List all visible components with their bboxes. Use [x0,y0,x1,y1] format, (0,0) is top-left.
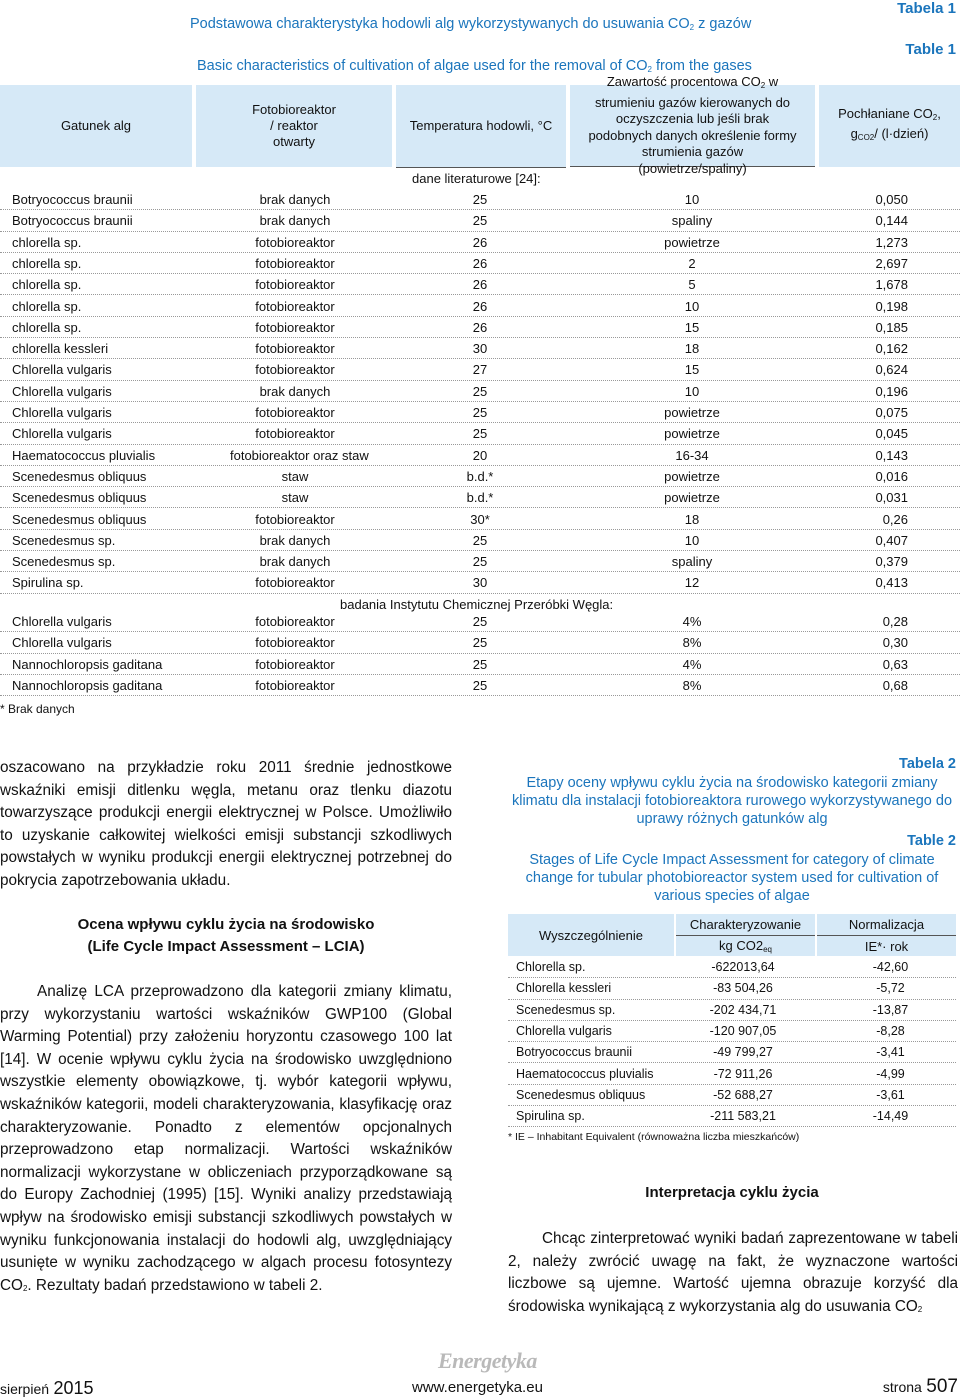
table-cell: Chlorella vulgaris [12,405,112,420]
table-cell: 25 [472,656,488,672]
table-cell: Chlorella vulgaris [516,1023,612,1038]
table-cell: 26 [472,319,488,335]
table-cell: chlorella sp. [12,319,82,335]
table-cell: powietrze [664,426,720,442]
table-cell: 15 [684,319,700,335]
table-cell: 0,26 [882,511,908,527]
table-cell: fotobioreaktor [255,234,335,250]
table-cell: fotobioreaktor [255,362,335,378]
table-cell: 25 [472,614,488,629]
table-cell: -120 907,05 [709,1023,777,1038]
table-cell: chlorella sp. [12,255,82,271]
table-cell: 0,407 [875,532,908,548]
table-cell: 0,162 [875,341,908,357]
table-cell: fotobioreaktor [255,298,335,314]
table-cell: fotobioreaktor [255,511,335,527]
table-row [0,572,960,593]
table-row [0,381,960,402]
table-row [508,1042,956,1063]
table-cell: fotobioreaktor [255,677,335,693]
table-cell: chlorella sp. [12,298,82,314]
table-row [0,487,960,508]
table2-header-norm: Normalizacja [817,914,956,936]
table-cell: Haematococcus pluvialis [12,447,156,463]
table-cell: 20 [472,447,488,463]
table-cell: b.d.* [466,490,494,506]
table-cell: 0,031 [875,490,908,506]
table-cell: 0,198 [875,298,908,314]
table-cell: brak danych [259,554,331,570]
table2-header-char-unit: kg $CO2_{eq}$ [676,936,815,956]
table-row [0,359,960,380]
table-row [0,402,960,423]
table-cell: 0,050 [875,192,908,207]
table-cell: -83 504,26 [713,981,773,996]
table-cell: Botryococcus braunii [516,1045,633,1060]
table-cell: 30 [472,341,488,357]
table-cell: Spirulina sp. [516,1109,585,1124]
table-cell: -3,61 [876,1087,905,1102]
table-row [508,1021,956,1042]
table-cell: 25 [472,405,488,420]
table-row [0,317,960,338]
table-cell: fotobioreaktor [255,635,335,651]
table-cell: spaliny [671,213,713,229]
table-cell: brak danych [259,383,331,399]
table-cell: 16-34 [675,447,709,463]
table-row [0,338,960,359]
table-row [0,611,960,632]
table-cell: fotobioreaktor [255,426,335,442]
table-cell: 8% [682,635,702,651]
table-cell: -3,41 [876,1045,905,1060]
table-cell: 25 [472,635,488,651]
table-cell: 25 [472,426,488,442]
table-cell: Scenedesmus obliquus [12,468,147,484]
table1-label-en: Table 1 [905,41,956,58]
table-cell: 0,045 [875,426,908,442]
table-cell: Scenedesmus sp. [12,532,116,548]
table-cell: 25 [472,532,488,548]
table-cell: 10 [684,383,700,399]
table-row [0,466,960,487]
table2-header-norm-unit: IE*· rok [817,936,956,956]
table-cell: 10 [684,298,700,314]
footer-date: sierpień 2015 [0,1378,94,1398]
table1-title-pl: Podstawowa charakterystyka hodowli alg wykorzystywanych do usuwania $CO_2$ z gazów [190,16,752,32]
table-cell: fotobioreaktor [255,277,335,293]
table1-header-reactor: Fotobioreaktor / reaktor otwarty [196,85,392,167]
table-cell: 1,273 [875,234,908,250]
table1-header-temperature: Temperatura hodowli, °C [396,85,566,168]
lcia-heading: Ocena wpływu cyklu życia na środowisko (Life Cycle Impact Assessment – LCIA) [77,916,375,955]
table-cell: 18 [684,511,700,527]
table-row [0,632,960,653]
table-row [0,232,960,253]
table-cell: fotobioreaktor [255,255,335,271]
table-row [0,654,960,675]
table-cell: 26 [472,255,488,271]
table-cell: 0,28 [882,614,908,629]
table-cell: 10 [684,532,700,548]
table-row [0,274,960,295]
table-cell: Chlorella vulgaris [12,383,112,399]
table-cell: chlorella kessleri [12,341,109,357]
table-cell: 25 [472,192,488,207]
table2-label-pl: Tabela 2 [899,756,956,772]
table-cell: 0,68 [882,677,908,693]
table-cell: -8,28 [876,1023,905,1038]
table-cell: 0,30 [882,635,908,651]
table-cell: Chlorella vulgaris [12,614,112,629]
table-cell: powietrze [664,234,720,250]
table-row [0,189,960,210]
table-row [508,978,956,999]
table1-label-pl: Tabela 1 [897,0,956,17]
table-row [0,296,960,317]
table-row [508,957,956,978]
table-cell: Spirulina sp. [12,575,84,591]
table-cell: -622013,64 [711,960,775,974]
table1-header-absorption: Pochłaniane $CO_2$, $g_{CO2}/$ (l·dzień) [819,85,960,167]
table-cell: fotobioreaktor [255,405,335,420]
intro-paragraph: oszacowano na przykładzie roku 2011 średnie jednostkowe wskaźniki emisji ditlenku węgla, metanu oraz tlenku diazotu towarzyszące produkcji energii elektrycznej w Polsce. Umożliwiło to uzyskanie całkowitej wielkości emisji substancji szkodliwych powstałych w wyniku produkcji energii elektrycznej potrzebnej do pokrycia zapotrzebowania układu. [0,759,452,889]
table-cell: fotobioreaktor [255,575,335,591]
lcia-paragraph: Analizę LCA przeprowadzono dla kategorii zmiany klimatu, przy wykorzystaniu wartości wskaźników GWP100 (Global Warming Potential) przy założeniu horyzontu czasowego 100 lat [14]. W ocenie wpływu cyklu życia na środowisko uwzględniono wszystkie elementy obowiązkowe, tj. wybór kategorii wpływu, wskaźników kategorii, modeli charakteryzowania, klasyfikację oraz charakteryzowanie. Ponadto z elementów opcjonalnych przeprowadzono etap normalizacji. Wartości wskaźników normalizacji wykorzystane w obliczeniach przyporządkowane są do Europy Zachodniej (1995) [15]. Wyniki analizy przedstawiają wpływ na środowisko emisji substancji szkodliwych powstałych w wyniku funkcjonowania instalacji do hodowli alg, uwzględniający usunięte w wyniku zachodzącego w algach procesu fotosyntezy $CO_2$. Rezultaty badań przedstawiono w tabeli 2. [0,983,452,1294]
table-row [0,551,960,572]
table-cell: 0,185 [875,319,908,335]
table-cell: brak danych [259,192,331,207]
table2-caption-en: Stages of Life Cycle Impact Assessment for category of climate change for tubular photobioreactor system used for cultivation of various species of algae [525,852,939,904]
table1-footnote: * Brak danych [0,702,75,716]
table2-header-char: Charakteryzowanie [676,914,815,936]
energetyka-logo: Energetyka [438,1348,537,1373]
table-cell: 0,624 [875,362,908,378]
table-cell: -202 434,71 [709,1002,777,1017]
table-cell: 0,143 [875,447,908,463]
table-cell: 30 [472,575,488,591]
table-cell: 5 [688,277,696,293]
table-cell: Scenedesmus sp. [516,1002,616,1017]
interpretation-paragraph: Chcąc zinterpretować wyniki badań zaprezentowane w tabeli 2, należy zwrócić uwagę na fakt, że wyznaczone wartości liczbowe są ujemne. Wartość ujemna obrazuje korzyść dla środowiska wynikającą z wykorzystania alg do usuwania $CO_2$ [508,1230,958,1315]
table1-title-en: Basic characteristics of cultivation of algae used for the removal of $CO_2$ from the gases [197,58,752,74]
table-cell: 15 [684,362,700,378]
table-cell: spaliny [671,554,713,570]
table-cell: Chlorella vulgaris [12,362,112,378]
table-cell: chlorella sp. [12,277,82,293]
table-cell: brak danych [259,532,331,548]
table-cell: 0,196 [875,383,908,399]
table-cell: Chlorella kessleri [516,981,612,996]
table-row [508,1000,956,1021]
table-cell: Chlorella vulgaris [12,426,112,442]
table-cell: 8% [682,677,702,693]
table-cell: 4% [682,656,702,672]
table-cell: 0,075 [875,405,908,420]
table-cell: chlorella sp. [12,234,82,250]
table-cell: 26 [472,234,488,250]
table-cell: fotobioreaktor [255,614,335,629]
table-cell: Haematococcus pluvialis [516,1066,654,1081]
table-cell: fotobioreaktor [255,319,335,335]
table-cell: fotobioreaktor oraz staw [230,447,369,463]
table2-caption-pl: Etapy oceny wpływu cyklu życia na środowisko kategorii zmiany klimatu dla instalacji fotobioreaktora rurowego wykorzystywanego do uprawy różnych gatunków alg [511,775,953,827]
table-cell: 0,63 [882,656,908,672]
table-cell: 0,016 [875,468,908,484]
table-cell: Scenedesmus sp. [12,554,116,570]
table2-header-spec: Wyszczególnienie [508,914,674,956]
table-cell: 0,379 [875,554,908,570]
table-row [508,1064,956,1085]
table-cell: Nannochloropsis gaditana [12,656,163,672]
table2-label-en: Table 2 [907,833,956,849]
table-row [0,445,960,466]
table-cell: -72 911,26 [713,1066,773,1081]
table-cell: Scenedesmus obliquus [12,490,147,506]
table-cell: 25 [472,554,488,570]
table-cell: -5,72 [876,981,905,996]
table-row [0,423,960,444]
table-cell: 2 [688,255,696,271]
table-cell: Botryococcus braunii [12,192,133,207]
table-cell: 1,678 [875,277,908,293]
table1-section-institute: badania Instytutu Chemicznej Przeróbki Węgla: [340,597,614,612]
table-cell: b.d.* [466,468,494,484]
table-cell: Chlorella sp. [516,960,586,974]
table-cell: 12 [684,575,700,591]
footer-url[interactable]: www.energetyka.eu [412,1379,543,1396]
table-cell: -14,49 [872,1109,909,1124]
table-cell: Chlorella vulgaris [12,635,112,651]
table-row [0,675,960,696]
table-row [0,253,960,274]
table1-section-literature: dane literaturowe [24]: [412,171,541,186]
table-cell: -211 583,21 [710,1109,776,1124]
table-cell: Nannochloropsis gaditana [12,677,163,693]
table-cell: 25 [472,677,488,693]
table1-header-co2-content: Zawartość procentowa $CO_2$ w strumieniu gazów kierowanych do oczyszczenia lub jeśli brak podobnych danych określenie formy strumienia gazów (powietrze/spaliny) [570,85,815,167]
table-cell: 26 [472,298,488,314]
table-cell: 26 [472,277,488,293]
table-cell: 18 [684,341,700,357]
table-row [508,1106,956,1127]
table-cell: staw [281,490,309,506]
table-row [0,210,960,231]
table-cell: -4,99 [876,1066,905,1081]
table-cell: 10 [684,192,700,207]
table-cell: 2,697 [875,255,908,271]
table-cell: Scenedesmus obliquus [516,1087,646,1102]
table-row [508,1085,956,1106]
table-cell: staw [281,468,309,484]
table-cell: brak danych [259,213,331,229]
table-cell: -52 688,27 [713,1087,773,1102]
table1-header-species: Gatunek alg [0,85,192,167]
table-cell: -13,87 [872,1002,909,1017]
table-cell: 30* [470,511,490,527]
table-cell: 25 [472,383,488,399]
table-cell: fotobioreaktor [255,656,335,672]
interpretation-heading: Interpretacja cyklu życia [645,1184,819,1201]
table-cell: 0,413 [875,575,908,591]
table-cell: 25 [472,213,488,229]
table-cell: fotobioreaktor [255,341,335,357]
table-cell: 0,144 [875,213,908,229]
table-row [0,530,960,551]
table-cell: Scenedesmus obliquus [12,511,147,527]
table-cell: -49 799,27 [713,1045,773,1060]
table-cell: 4% [682,614,702,629]
table-cell: powietrze [664,468,720,484]
table2-footnote: * IE – Inhabitant Equivalent (równoważna liczba mieszkańców) [508,1131,800,1143]
table-cell: 27 [472,362,488,378]
footer-page: strona 507 [882,1376,958,1397]
table-cell: Botryococcus braunii [12,213,133,229]
table-cell: -42,60 [872,960,909,974]
table-row [0,509,960,530]
table-cell: powietrze [664,405,720,420]
table-cell: powietrze [664,490,720,506]
